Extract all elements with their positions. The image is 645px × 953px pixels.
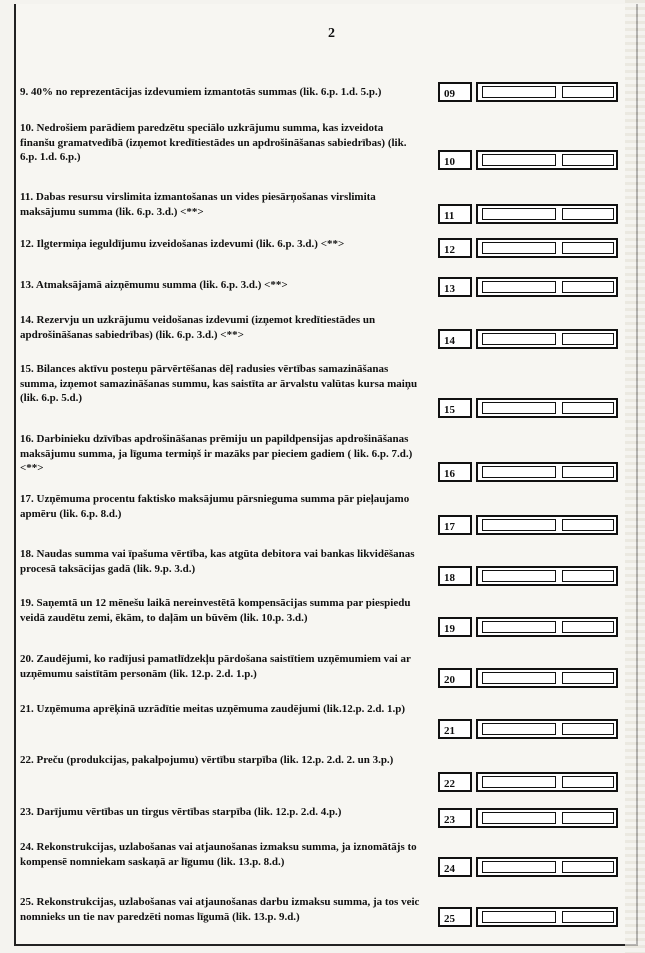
row-text: 21. Uzņēmuma aprēķinā uzrādītie meitas uzņēmuma zaudējumi (lik.12.p. 2.d. 1.p) xyxy=(20,703,405,715)
value-field[interactable] xyxy=(476,668,618,688)
value-cell[interactable] xyxy=(482,812,556,824)
value-cell-cents[interactable] xyxy=(562,86,614,98)
row-text: 13. Atmaksājamā aizņēmumu summa (lik. 6.p. 3.d.) <**> xyxy=(20,279,288,291)
value-cell-cents[interactable] xyxy=(562,154,614,166)
value-field[interactable] xyxy=(476,907,618,927)
row-code: 25 xyxy=(438,907,472,927)
value-cell[interactable] xyxy=(482,154,556,166)
row-text: 14. Rezervju un uzkrājumu veidošanas izdevumi (izņemot kredītiestādes un apdrošināšanas sabiedrības) (lik. 6.p. 3.d.) <**> xyxy=(20,314,376,341)
row-text: 24. Rekonstrukcijas, uzlabošanas vai atjaunošanas izmaksu summa, ja iznomātājs to kompensē nomniekam saskaņā ar līgumu (lik. 13.p. 8.d.) xyxy=(20,841,417,868)
value-cell-cents[interactable] xyxy=(562,621,614,633)
row-text: 18. Naudas summa vai īpašuma vērtība, kas atgūta debitora vai bankas likvidēšanas procesā taksācijas gadā (lik. 9.p. 3.d.) xyxy=(20,548,415,575)
row-text: 22. Preču (produkcijas, pakalpojumu) vērtību starpība (lik. 12.p. 2.d. 2. un 3.p.) xyxy=(20,754,394,766)
value-field[interactable] xyxy=(476,150,618,170)
row-text: 9. 40% no reprezentācijas izdevumiem izmantotās summas (lik. 6.p. 1.d. 5.p.) xyxy=(20,86,382,98)
row-code: 13 xyxy=(438,277,472,297)
value-cell[interactable] xyxy=(482,333,556,345)
value-field[interactable] xyxy=(476,238,618,258)
row-text: 23. Darījumu vērtības un tirgus vērtības starpība (lik. 12.p. 2.d. 4.p.) xyxy=(20,806,342,818)
value-field[interactable] xyxy=(476,772,618,792)
value-cell[interactable] xyxy=(482,208,556,220)
value-cell[interactable] xyxy=(482,861,556,873)
row-text: 20. Zaudējumi, ko radījusi pamatlīdzekļu pārdošana saistītiem uzņēmumiem vai ar uzņēmumu saistītām personām (lik. 12.p. 2.d. 1.p.) xyxy=(20,653,411,680)
row-text: 11. Dabas resursu virslimita izmantošanas un vides piesārņošanas virslimita maksājumu summa (lik. 6.p. 3.d.) <**> xyxy=(20,191,376,218)
value-field[interactable] xyxy=(476,329,618,349)
row-text: 10. Nedrošiem parādiem paredzētu speciālo uzkrājumu summa, kas izveidota finanšu gramatvedībā (izņemot kredītiestādes un apdrošināšanas sabiedrības) (lik. 6.p. 1.d. 6.p.) xyxy=(20,122,407,163)
value-cell-cents[interactable] xyxy=(562,402,614,414)
value-cell-cents[interactable] xyxy=(562,861,614,873)
value-cell[interactable] xyxy=(482,281,556,293)
row-code: 11 xyxy=(438,204,472,224)
value-cell[interactable] xyxy=(482,570,556,582)
value-cell-cents[interactable] xyxy=(562,570,614,582)
value-cell[interactable] xyxy=(482,776,556,788)
row-text: 17. Uzņēmuma procentu faktisko maksājumu pārsnieguma summa pār pieļaujamo apmēru (lik. 6.p. 8.d.) xyxy=(20,493,410,520)
value-field[interactable] xyxy=(476,808,618,828)
value-cell[interactable] xyxy=(482,466,556,478)
scan-noise xyxy=(625,0,645,953)
value-field[interactable] xyxy=(476,204,618,224)
row-code: 17 xyxy=(438,515,472,535)
value-cell-cents[interactable] xyxy=(562,519,614,531)
value-cell-cents[interactable] xyxy=(562,208,614,220)
row-code: 12 xyxy=(438,238,472,258)
row-text: 15. Bilances aktīvu posteņu pārvērtēšanas dēļ radusies vērtības samazināšanas summa, izņemot samazināšanas summu, kas saistīta ar ārvalstu valūtas kursa maiņu (lik. 6.p. 5.d.) xyxy=(20,363,418,404)
value-cell[interactable] xyxy=(482,672,556,684)
value-cell[interactable] xyxy=(482,242,556,254)
value-field[interactable] xyxy=(476,857,618,877)
row-code: 18 xyxy=(438,566,472,586)
value-field[interactable] xyxy=(476,462,618,482)
value-field[interactable] xyxy=(476,398,618,418)
value-cell[interactable] xyxy=(482,86,556,98)
row-code: 09 xyxy=(438,82,472,102)
value-cell-cents[interactable] xyxy=(562,911,614,923)
value-field[interactable] xyxy=(476,617,618,637)
value-cell-cents[interactable] xyxy=(562,672,614,684)
value-cell-cents[interactable] xyxy=(562,242,614,254)
value-cell-cents[interactable] xyxy=(562,281,614,293)
value-cell-cents[interactable] xyxy=(562,812,614,824)
row-code: 10 xyxy=(438,150,472,170)
row-code: 19 xyxy=(438,617,472,637)
row-text: 25. Rekonstrukcijas, uzlabošanas vai atjaunošanas darbu izmaksu summa, ja tos veic nomnieks un tie nav paredzēti nomas līgumā (lik. 13.p. 9.d.) xyxy=(20,896,420,923)
row-code: 21 xyxy=(438,719,472,739)
value-field[interactable] xyxy=(476,277,618,297)
row-code: 16 xyxy=(438,462,472,482)
row-text: 16. Darbinieku dzīvības apdrošināšanas prēmiju un papildpensijas apdrošināšanas maksājumu summa, ja līguma termiņš ir mazāks par pieciem gadiem ( lik. 6.p. 7.d.) <**> xyxy=(20,433,413,474)
row-text: 12. Ilgtermiņa ieguldījumu izveidošanas izdevumi (lik. 6.p. 3.d.) <**> xyxy=(20,238,345,250)
value-cell-cents[interactable] xyxy=(562,776,614,788)
value-cell[interactable] xyxy=(482,621,556,633)
value-field[interactable] xyxy=(476,566,618,586)
row-code: 14 xyxy=(438,329,472,349)
value-field[interactable] xyxy=(476,515,618,535)
row-code: 20 xyxy=(438,668,472,688)
value-field[interactable] xyxy=(476,82,618,102)
value-cell[interactable] xyxy=(482,402,556,414)
row-code: 15 xyxy=(438,398,472,418)
value-field[interactable] xyxy=(476,719,618,739)
row-code: 24 xyxy=(438,857,472,877)
value-cell-cents[interactable] xyxy=(562,723,614,735)
row-code: 22 xyxy=(438,772,472,792)
value-cell[interactable] xyxy=(482,519,556,531)
row-text: 19. Saņemtā un 12 mēnešu laikā nereinvestētā kompensācijas summa par piespiedu veidā zaudētu zemi, ēkām, to daļām un būvēm (lik. 10.p. 3.d.) xyxy=(20,597,411,624)
value-cell[interactable] xyxy=(482,723,556,735)
row-code: 23 xyxy=(438,808,472,828)
value-cell-cents[interactable] xyxy=(562,466,614,478)
value-cell[interactable] xyxy=(482,911,556,923)
value-cell-cents[interactable] xyxy=(562,333,614,345)
page-number: 2 xyxy=(328,26,335,41)
